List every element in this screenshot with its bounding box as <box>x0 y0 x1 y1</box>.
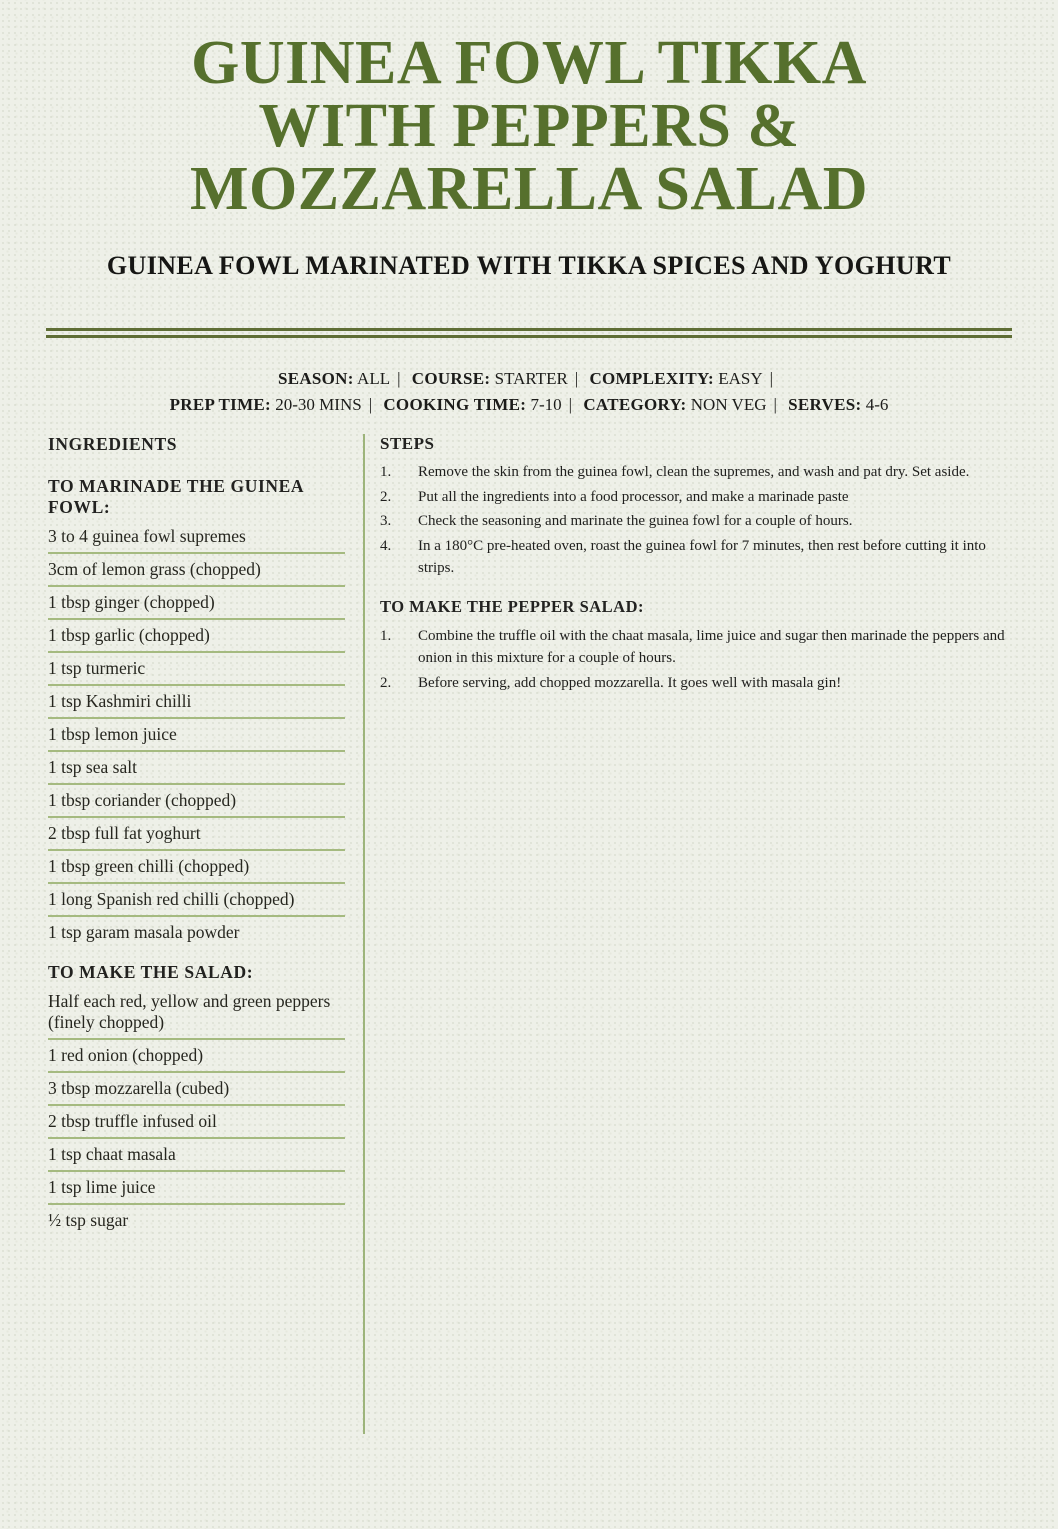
ingredient-item: 1 tsp lime juice <box>48 1172 345 1205</box>
steps-heading: STEPS <box>380 434 435 453</box>
ingredient-item: 1 tsp Kashmiri chilli <box>48 686 345 719</box>
step-item <box>380 510 1010 533</box>
step-item <box>380 461 1010 484</box>
step-text: Check the seasoning and marinate the guinea fowl for a couple of hours. <box>418 513 853 529</box>
ingredient-item: 3 tbsp mozzarella (cubed) <box>48 1073 345 1106</box>
meta-value-course: STARTER <box>494 369 568 388</box>
meta-label-complexity: COMPLEXITY: <box>589 369 714 388</box>
ingredient-item: 1 red onion (chopped) <box>48 1040 345 1073</box>
content-columns <box>48 434 1010 1434</box>
ingredient-item: ½ tsp sugar <box>48 1210 129 1230</box>
step-item <box>380 535 1010 580</box>
ingredients-heading: INGREDIENTS <box>48 434 178 454</box>
step-text: In a 180°C pre-heated oven, roast the guinea fowl for 7 minutes, then rest before cutting it into strips. <box>418 537 986 576</box>
ingredient-item: 1 tbsp lemon juice <box>48 719 345 752</box>
step-number: 4. <box>380 537 392 554</box>
meta-row-1 <box>40 366 1018 392</box>
meta-value-cooking-time: 7-10 <box>530 395 562 414</box>
step-item <box>380 486 1010 509</box>
meta-separator: | <box>368 395 373 414</box>
ingredient-item: 1 tsp garam masala powder <box>48 922 240 942</box>
ingredient-item: 1 long Spanish red chilli (chopped) <box>48 884 345 917</box>
double-horizontal-rule <box>46 328 1012 338</box>
step-number: 2. <box>380 488 392 505</box>
meta-separator: | <box>769 369 774 388</box>
page-title-line-3: MOZZARELLA SALAD <box>189 155 869 223</box>
ingredient-item: 3 to 4 guinea fowl supremes <box>48 521 345 554</box>
step-number: 1. <box>380 464 392 480</box>
meta-row-2 <box>40 392 1018 418</box>
pepper-salad-heading: TO MAKE THE PEPPER SALAD: <box>380 596 645 616</box>
meta-separator: | <box>397 369 401 388</box>
meta-label-cooking-time: COOKING TIME: <box>383 395 527 414</box>
meta-label-prep-time: PREP TIME: <box>169 395 272 414</box>
meta-value-serves: 4-6 <box>865 395 889 414</box>
meta-label-course: COURSE: <box>411 369 491 388</box>
ingredient-item: 3cm of lemon grass (chopped) <box>48 554 345 587</box>
meta-separator: | <box>574 369 579 388</box>
meta-label-serves: SERVES: <box>788 395 862 414</box>
steps-column <box>365 434 1010 696</box>
ingredient-item: 1 tsp chaat masala <box>48 1139 345 1172</box>
step-item <box>380 672 1010 695</box>
page-subtitle: GUINEA FOWL MARINATED WITH TIKKA SPICES AND YOGHURT <box>106 251 952 280</box>
ingredient-item: 1 tbsp ginger (chopped) <box>48 587 345 620</box>
meta-value-category: NON VEG <box>690 395 767 414</box>
ingredient-item: Half each red, yellow and green peppers (finely chopped) <box>48 986 345 1040</box>
page-title <box>40 29 1018 223</box>
salad-group-heading: TO MAKE THE SALAD: <box>48 962 254 982</box>
meta-value-prep-time: 20-30 MINS <box>275 395 362 414</box>
step-number: 3. <box>380 513 392 529</box>
step-text: Remove the skin from the guinea fowl, clean the supremes, and wash and pat dry. Set aside. <box>418 464 970 480</box>
ingredient-item: 1 tsp sea salt <box>48 752 345 785</box>
ingredient-item: 1 tbsp garlic (chopped) <box>48 620 345 653</box>
step-number: 2. <box>380 674 392 691</box>
meta-value-complexity: EASY <box>718 369 763 388</box>
marinade-group-heading: TO MARINADE THE GUINEA FOWL: <box>48 476 304 517</box>
step-text: Before serving, add chopped mozzarella. It goes well with masala gin! <box>418 674 842 691</box>
meta-label-season: SEASON: <box>277 369 354 388</box>
page-title-line-2: WITH PEPPERS & <box>258 92 800 160</box>
ingredient-item: 2 tbsp full fat yoghurt <box>48 818 345 851</box>
meta-separator: | <box>773 395 777 414</box>
meta-value-season: ALL <box>357 369 391 388</box>
ingredient-item: 1 tbsp coriander (chopped) <box>48 785 345 818</box>
recipe-meta <box>40 366 1018 418</box>
ingredients-column <box>48 434 345 1236</box>
ingredient-item: 1 tbsp green chilli (chopped) <box>48 851 345 884</box>
ingredient-item: 2 tbsp truffle infused oil <box>48 1106 345 1139</box>
step-number: 1. <box>380 627 392 644</box>
step-item <box>380 625 1010 670</box>
page-title-line-1: GUINEA FOWL TIKKA <box>191 29 867 97</box>
meta-label-category: CATEGORY: <box>583 395 687 414</box>
step-text: Combine the truffle oil with the chaat masala, lime juice and sugar then marinade the peppers and onion in this mixture for a couple of hours. <box>418 627 1005 666</box>
meta-separator: | <box>568 395 573 414</box>
step-text: Put all the ingredients into a food processor, and make a marinade paste <box>418 488 849 505</box>
ingredient-item: 1 tsp turmeric <box>48 653 345 686</box>
